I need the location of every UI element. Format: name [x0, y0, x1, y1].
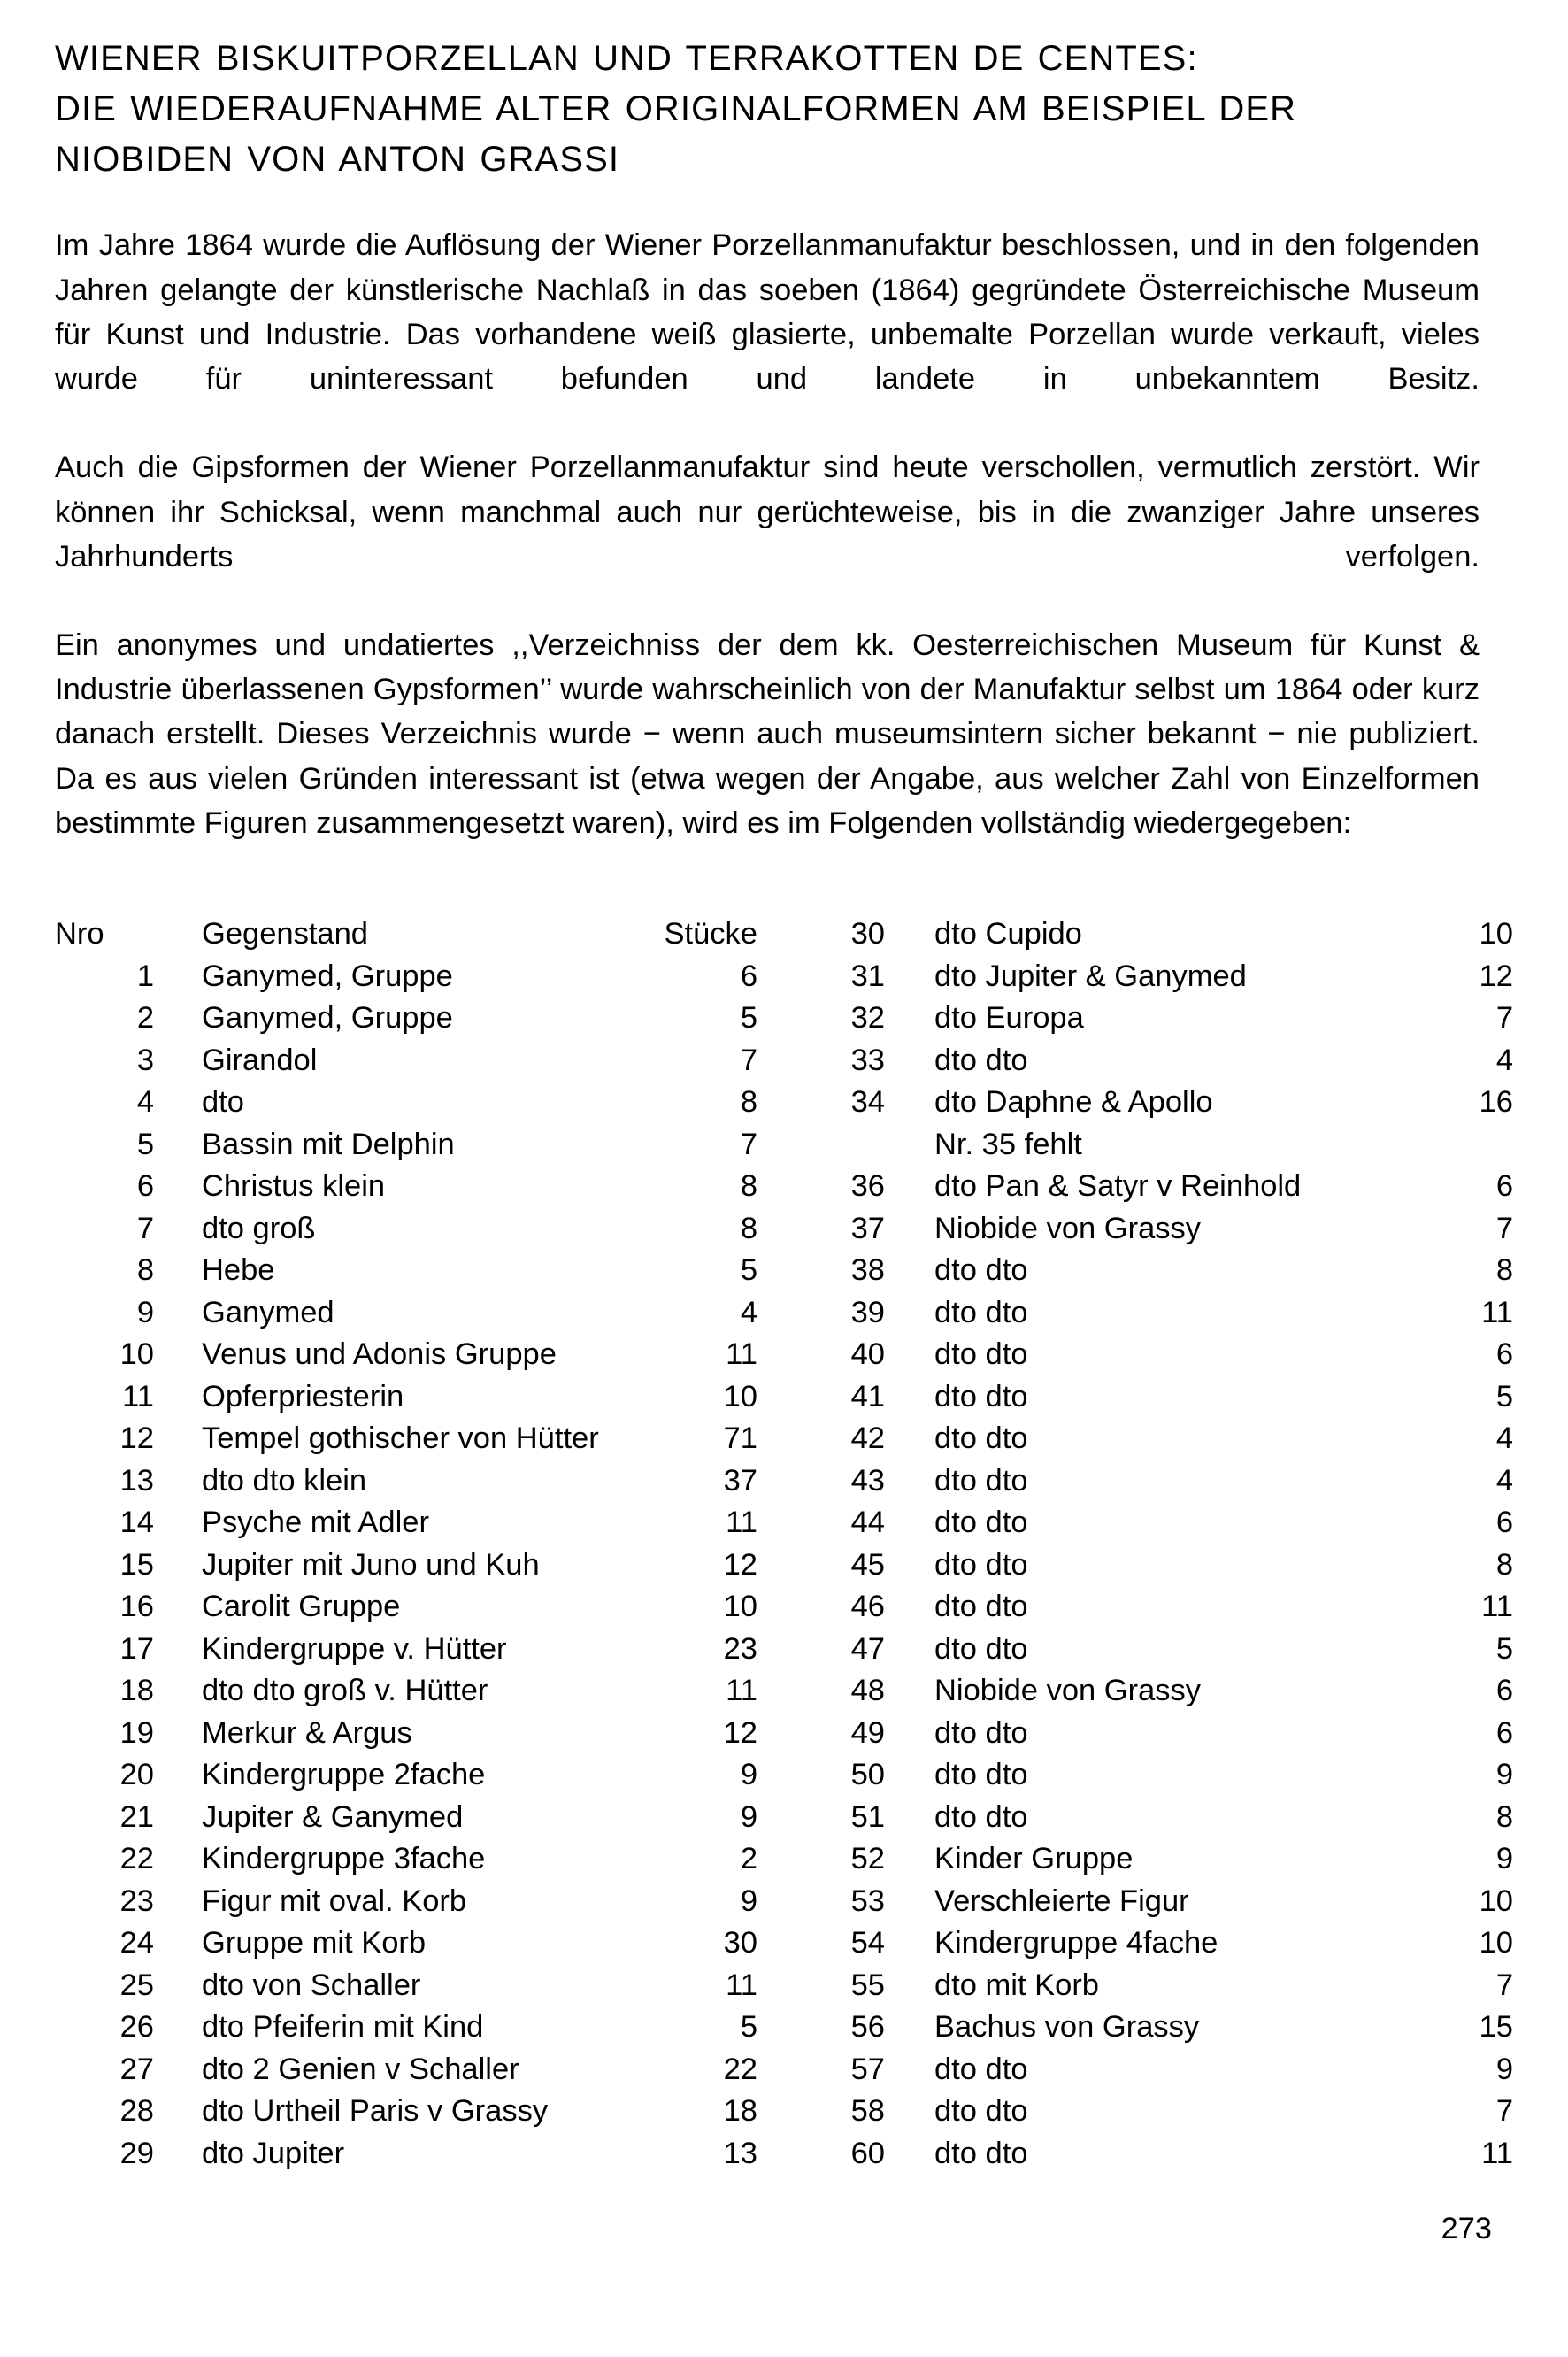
cell-gegenstand: Verschleierte Figur	[934, 1883, 1189, 1918]
cell-nro: 9	[136, 1295, 154, 1329]
cell-nro: 2	[136, 1001, 154, 1035]
cell-nro: 50	[850, 1758, 885, 1791]
table-row	[789, 1460, 1524, 1503]
table-row	[55, 1586, 789, 1629]
cell-nro: 37	[850, 1211, 885, 1245]
table-row	[55, 1838, 789, 1881]
table-row	[55, 1713, 789, 1755]
cell-stuecke: 11	[1481, 2136, 1513, 2170]
cell-stuecke: 12	[723, 1715, 757, 1750]
cell-stuecke: 4	[1495, 1463, 1513, 1498]
cell-nro: 12	[119, 1421, 154, 1455]
cell-stuecke: 11	[1481, 1295, 1513, 1329]
cell-gegenstand: Kindergruppe 2fache	[202, 1758, 486, 1791]
cell-stuecke: 5	[740, 1001, 757, 1035]
cell-gegenstand: Kindergruppe 3fache	[202, 1842, 486, 1876]
cell-gegenstand: dto dto	[934, 1295, 1028, 1329]
table-row	[789, 2133, 1524, 2176]
table-row	[55, 1754, 789, 1797]
cell-gegenstand: dto Urtheil Paris v Grassy	[202, 2094, 549, 2128]
cell-nro: 58	[850, 2094, 885, 2128]
cell-gegenstand: dto Pfeiferin mit Kind	[202, 2010, 484, 2044]
table-row	[55, 1418, 789, 1460]
cell-gegenstand: Venus und Adonis Gruppe	[202, 1337, 557, 1371]
table-row	[55, 2133, 789, 2176]
cell-stuecke: 7	[1495, 2094, 1513, 2128]
table-row	[55, 1082, 789, 1124]
cell-nro: 42	[850, 1421, 885, 1455]
table-row	[55, 2049, 789, 2091]
cell-nro: 19	[119, 1715, 154, 1750]
table-row	[789, 1544, 1524, 1587]
cell-nro: 40	[850, 1337, 885, 1371]
cell-gegenstand: Bassin mit Delphin	[202, 1127, 455, 1161]
table-row	[55, 1376, 789, 1419]
cell-stuecke: 15	[1479, 2010, 1513, 2044]
table-row	[789, 1670, 1524, 1713]
cell-nro: 51	[850, 1799, 885, 1834]
cell-nro: 15	[119, 1547, 154, 1582]
cell-nro: 54	[850, 1926, 885, 1960]
table-row	[55, 1250, 789, 1292]
cell-gegenstand: Figur mit oval. Korb	[202, 1883, 467, 1918]
cell-stuecke: 7	[1495, 1968, 1513, 2002]
cell-nro: 55	[850, 1968, 885, 2002]
cell-gegenstand: dto dto	[934, 1715, 1028, 1750]
cell-stuecke: 16	[1479, 1085, 1513, 1119]
cell-nro: 4	[136, 1085, 154, 1119]
cell-stuecke: 8	[1495, 1547, 1513, 1582]
cell-gegenstand: dto dto	[934, 1421, 1028, 1455]
paragraph-3: Ein anonymes und undatiertes ,,Verzeichniss der dem kk. Oesterreichischen Museum für Kunst & Industrie überlassenen Gypsformen’’ wurde wahrscheinlich von der Manufaktur selbst um 1864 oder kurz danach erstellt. Dieses Verzeichnis wurde − wenn auch museumsintern sicher bekannt − nie publiziert. Da es aus vielen Gründen interessant ist (etwa wegen der Angabe, aus welcher Zahl von Einzelformen bestimmte Figuren zusammengesetzt waren), wird es im Folgenden vollständig wiedergegeben:	[55, 628, 1480, 840]
table-row	[55, 1881, 789, 1923]
table-row	[55, 1502, 789, 1544]
table-row	[55, 997, 789, 1040]
table-row	[789, 956, 1524, 998]
table-row	[789, 1713, 1524, 1755]
cell-nro: 14	[119, 1506, 154, 1539]
cell-gegenstand: dto dto klein	[202, 1463, 367, 1498]
cell-gegenstand: Nr. 35 fehlt	[934, 1127, 1082, 1161]
table-row	[789, 1965, 1524, 2007]
catalogue-table	[55, 913, 1524, 2175]
column-header-nro: Nro	[55, 917, 104, 951]
cell-nro: 5	[136, 1127, 154, 1161]
cell-nro: 6	[136, 1169, 154, 1203]
table-row	[55, 1922, 789, 1965]
cell-gegenstand: Girandol	[202, 1043, 318, 1077]
cell-nro: 29	[119, 2136, 154, 2170]
cell-stuecke: 11	[726, 1337, 757, 1371]
title-line-3: NIOBIDEN VON ANTON GRASSI	[55, 139, 620, 179]
cell-stuecke: 13	[723, 2136, 757, 2170]
table-row	[789, 1376, 1524, 1419]
cell-stuecke: 2	[740, 1842, 757, 1876]
cell-nro: 27	[119, 2052, 154, 2086]
table-row-note	[789, 1124, 1524, 1167]
table-row	[789, 2091, 1524, 2133]
cell-stuecke: 8	[740, 1169, 757, 1203]
table-row	[789, 1292, 1524, 1335]
cell-stuecke: 5	[740, 1253, 757, 1287]
cell-nro: 7	[136, 1211, 154, 1245]
cell-nro: 22	[119, 1842, 154, 1876]
cell-stuecke: 8	[740, 1211, 757, 1245]
cell-nro: 48	[850, 1674, 885, 1707]
cell-gegenstand: Niobide von Grassy	[934, 1211, 1202, 1245]
cell-stuecke: 10	[1479, 1883, 1513, 1918]
cell-nro: 26	[119, 2010, 154, 2044]
cell-gegenstand: Kindergruppe 4fache	[934, 1926, 1218, 1960]
cell-nro: 41	[850, 1379, 885, 1413]
cell-nro: 1	[136, 959, 154, 993]
table-row	[55, 1334, 789, 1376]
cell-gegenstand: Ganymed	[202, 1295, 334, 1329]
cell-gegenstand: dto Europa	[934, 1001, 1084, 1035]
cell-stuecke: 11	[726, 1674, 757, 1707]
cell-stuecke: 18	[723, 2094, 757, 2128]
cell-nro: 11	[122, 1379, 154, 1413]
body-text	[55, 223, 1480, 845]
table-row	[789, 997, 1524, 1040]
cell-stuecke: 11	[726, 1968, 757, 2002]
cell-gegenstand: dto dto	[934, 1463, 1028, 1498]
cell-nro: 36	[850, 1169, 885, 1203]
cell-nro: 60	[850, 2136, 885, 2170]
table-row	[55, 1670, 789, 1713]
cell-nro: 3	[136, 1043, 154, 1077]
table-row	[789, 1418, 1524, 1460]
cell-nro: 32	[850, 1001, 885, 1035]
cell-nro: 24	[119, 1926, 154, 1960]
cell-nro: 25	[119, 1968, 154, 2002]
cell-stuecke: 6	[1495, 1169, 1513, 1203]
table-header-row	[55, 913, 789, 956]
cell-nro: 30	[850, 917, 885, 951]
table-row	[55, 1292, 789, 1335]
table-row	[789, 2007, 1524, 2049]
cell-gegenstand: dto dto	[934, 2052, 1028, 2086]
cell-gegenstand: dto Pan & Satyr v Reinhold	[934, 1169, 1302, 1203]
cell-gegenstand: Ganymed, Gruppe	[202, 1001, 453, 1035]
cell-stuecke: 7	[1495, 1001, 1513, 1035]
cell-gegenstand: Jupiter mit Juno und Kuh	[202, 1547, 540, 1582]
cell-gegenstand: dto dto	[934, 1253, 1028, 1287]
cell-gegenstand: dto Jupiter	[202, 2136, 345, 2170]
table-row	[789, 1797, 1524, 1839]
cell-nro: 28	[119, 2094, 154, 2128]
cell-gegenstand: Merkur & Argus	[202, 1715, 412, 1750]
table-row	[55, 1124, 789, 1167]
cell-gegenstand: dto Daphne & Apollo	[934, 1085, 1213, 1119]
table-row	[55, 1166, 789, 1208]
table-row	[55, 1629, 789, 1671]
cell-gegenstand: dto dto	[934, 1043, 1028, 1077]
cell-gegenstand: dto von Schaller	[202, 1968, 421, 2002]
table-row	[55, 1208, 789, 1251]
cell-stuecke: 5	[1495, 1631, 1513, 1666]
cell-stuecke: 6	[1495, 1337, 1513, 1371]
cell-gegenstand: Tempel gothischer von Hütter	[202, 1421, 599, 1455]
cell-gegenstand: Gruppe mit Korb	[202, 1926, 427, 1960]
cell-stuecke: 9	[1495, 2052, 1513, 2086]
table-row	[789, 1082, 1524, 1124]
cell-nro: 33	[850, 1043, 885, 1077]
cell-nro: 38	[850, 1253, 885, 1287]
cell-stuecke: 7	[1495, 1211, 1513, 1245]
title-line-2: DIE WIEDERAUFNAHME ALTER ORIGINALFORMEN AM BEISPIEL DER	[55, 89, 1297, 128]
cell-stuecke: 9	[740, 1758, 757, 1791]
cell-gegenstand: Jupiter & Ganymed	[202, 1799, 464, 1834]
cell-nro: 20	[119, 1758, 154, 1791]
cell-stuecke: 6	[740, 959, 757, 993]
paragraph-1: Im Jahre 1864 wurde die Auflösung der Wiener Porzellanmanufaktur beschlossen, und in den folgenden Jahren gelangte der künstlerische Nachlaß in das soeben (1864) gegründete Österreichische Museum für Kunst und Industrie. Das vorhandene weiß glasierte, unbemalte Porzellan wurde verkauft, vieles wurde für uninteressant befunden und landete in unbekanntem Besitz.	[55, 228, 1480, 396]
cell-stuecke: 8	[1495, 1253, 1513, 1287]
cell-stuecke: 5	[1495, 1379, 1513, 1413]
cell-nro: 44	[850, 1506, 885, 1539]
cell-gegenstand: Opferpriesterin	[202, 1379, 404, 1413]
table-row	[55, 1544, 789, 1587]
cell-stuecke: 9	[740, 1883, 757, 1918]
cell-nro: 23	[119, 1883, 154, 1918]
cell-stuecke: 12	[1479, 959, 1513, 993]
cell-gegenstand: dto	[202, 1085, 244, 1119]
cell-nro: 34	[850, 1085, 885, 1119]
cell-stuecke: 4	[1495, 1421, 1513, 1455]
table-row	[789, 1754, 1524, 1797]
cell-stuecke: 8	[1495, 1799, 1513, 1834]
cell-nro: 21	[119, 1799, 154, 1834]
cell-stuecke: 23	[723, 1631, 757, 1666]
cell-gegenstand: dto dto	[934, 2094, 1028, 2128]
cell-stuecke: 5	[740, 2010, 757, 2044]
table-row	[55, 2091, 789, 2133]
table-row	[789, 913, 1524, 956]
cell-gegenstand: dto dto groß v. Hütter	[202, 1674, 488, 1707]
catalogue-column-left	[55, 913, 789, 2175]
cell-nro: 13	[119, 1463, 154, 1498]
cell-nro: 17	[119, 1631, 154, 1666]
cell-stuecke: 9	[1495, 1758, 1513, 1791]
cell-gegenstand: dto dto	[934, 1547, 1028, 1582]
cell-nro: 52	[850, 1842, 885, 1876]
cell-nro: 31	[850, 959, 885, 993]
table-row	[789, 1040, 1524, 1082]
table-row	[789, 1838, 1524, 1881]
cell-nro: 45	[850, 1547, 885, 1582]
cell-gegenstand: dto 2 Genien v Schaller	[202, 2052, 519, 2086]
cell-gegenstand: dto dto	[934, 1337, 1028, 1371]
paragraph-2: Auch die Gipsformen der Wiener Porzellanmanufaktur sind heute verschollen, vermutlich zerstört. Wir können ihr Schicksal, wenn manchmal auch nur gerüchteweise, bis in die zwanziger Jahre unseres Jahrhunderts verfolgen.	[55, 451, 1480, 574]
cell-gegenstand: dto groß	[202, 1211, 316, 1245]
cell-nro: 57	[850, 2052, 885, 2086]
cell-stuecke: 6	[1495, 1674, 1513, 1707]
cell-nro: 8	[136, 1253, 154, 1287]
cell-stuecke: 10	[723, 1590, 757, 1623]
cell-nro: 49	[850, 1715, 885, 1750]
catalogue-column-right	[789, 913, 1524, 2175]
table-row	[789, 1881, 1524, 1923]
cell-gegenstand: Ganymed, Gruppe	[202, 959, 453, 993]
table-row	[55, 1460, 789, 1503]
cell-stuecke: 12	[723, 1547, 757, 1582]
table-row	[789, 1208, 1524, 1251]
cell-nro: 10	[119, 1337, 154, 1371]
table-row	[789, 1586, 1524, 1629]
cell-gegenstand: Christus klein	[202, 1169, 386, 1203]
cell-gegenstand: Kinder Gruppe	[934, 1842, 1134, 1876]
table-row	[789, 1334, 1524, 1376]
cell-gegenstand: Niobide von Grassy	[934, 1674, 1202, 1707]
page-title	[55, 34, 1522, 184]
cell-nro: 39	[850, 1295, 885, 1329]
cell-stuecke: 11	[1481, 1590, 1513, 1623]
cell-stuecke: 8	[740, 1085, 757, 1119]
table-row	[55, 1965, 789, 2007]
cell-stuecke: 7	[740, 1043, 757, 1077]
cell-nro: 18	[119, 1674, 154, 1707]
cell-stuecke: 30	[723, 1926, 757, 1960]
cell-stuecke: 4	[740, 1295, 757, 1329]
cell-nro: 56	[850, 2010, 885, 2044]
cell-gegenstand: Carolit Gruppe	[202, 1590, 401, 1623]
cell-stuecke: 9	[740, 1799, 757, 1834]
cell-gegenstand: dto dto	[934, 1379, 1028, 1413]
table-row	[789, 1166, 1524, 1208]
cell-gegenstand: dto dto	[934, 1799, 1028, 1834]
cell-stuecke: 4	[1495, 1043, 1513, 1077]
table-row	[789, 2049, 1524, 2091]
table-row	[55, 2007, 789, 2049]
cell-gegenstand: Kindergruppe v. Hütter	[202, 1631, 507, 1666]
cell-nro: 43	[850, 1463, 885, 1498]
cell-gegenstand: dto dto	[934, 2136, 1028, 2170]
cell-gegenstand: Bachus von Grassy	[934, 2010, 1200, 2044]
table-row	[789, 1250, 1524, 1292]
cell-gegenstand: dto mit Korb	[934, 1968, 1099, 2002]
cell-stuecke: 7	[740, 1127, 757, 1161]
cell-stuecke: 22	[723, 2052, 757, 2086]
cell-gegenstand: Psyche mit Adler	[202, 1506, 429, 1539]
cell-gegenstand: dto dto	[934, 1506, 1028, 1539]
table-row	[55, 956, 789, 998]
cell-gegenstand: dto dto	[934, 1590, 1028, 1623]
cell-nro: 47	[850, 1631, 885, 1666]
cell-stuecke: 10	[723, 1379, 757, 1413]
title-line-1: WIENER BISKUITPORZELLAN UND TERRAKOTTEN DE CENTES:	[55, 39, 1198, 78]
table-row	[789, 1922, 1524, 1965]
cell-stuecke: 10	[1479, 1926, 1513, 1960]
cell-nro: 16	[119, 1590, 154, 1623]
cell-stuecke: 6	[1495, 1715, 1513, 1750]
cell-gegenstand: dto dto	[934, 1631, 1028, 1666]
cell-nro: 53	[850, 1883, 885, 1918]
cell-gegenstand: dto dto	[934, 1758, 1028, 1791]
cell-stuecke: 11	[726, 1506, 757, 1539]
cell-stuecke: 71	[723, 1421, 757, 1455]
table-row	[55, 1797, 789, 1839]
page-number: 273	[1441, 2211, 1492, 2245]
cell-stuecke: 6	[1495, 1506, 1513, 1539]
cell-gegenstand: dto Jupiter & Ganymed	[934, 959, 1247, 993]
table-row	[789, 1502, 1524, 1544]
cell-nro: 46	[850, 1590, 885, 1623]
cell-stuecke: 10	[1479, 917, 1513, 951]
cell-gegenstand: Hebe	[202, 1253, 275, 1287]
table-row	[789, 1629, 1524, 1671]
cell-gegenstand: dto Cupido	[934, 917, 1082, 951]
cell-stuecke: 9	[1495, 1842, 1513, 1876]
column-header-gegenstand: Gegenstand	[202, 917, 368, 951]
cell-stuecke: 37	[723, 1463, 757, 1498]
table-row	[55, 1040, 789, 1082]
column-header-stuecke: Stücke	[664, 917, 757, 951]
